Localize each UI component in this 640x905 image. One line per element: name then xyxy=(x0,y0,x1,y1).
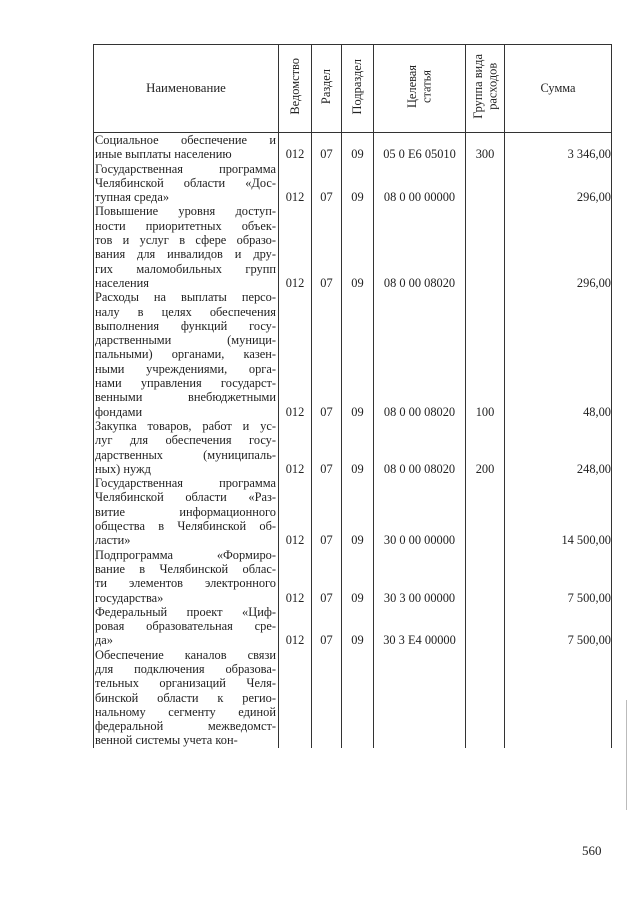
row-target-article: 30 0 00 00000 xyxy=(374,476,466,547)
row-name xyxy=(94,476,279,547)
row-expense-group: 200 xyxy=(466,419,505,476)
row-razdel xyxy=(312,648,342,748)
row-expense-group: 100 xyxy=(466,290,505,419)
row-expense-group xyxy=(466,204,505,290)
row-name-line: ти элементов электронного xyxy=(95,576,276,591)
row-name xyxy=(94,605,279,648)
page-number: 560 xyxy=(582,843,602,858)
row-name-line: населения xyxy=(95,275,149,290)
row-name-line: ласти» xyxy=(95,533,131,548)
row-expense-group xyxy=(466,648,505,748)
row-name-line: нами управления государст- xyxy=(95,376,276,391)
row-vedomstvo: 012 xyxy=(279,476,312,547)
header-name: Наименование xyxy=(94,45,279,133)
row-name-line: вания для инвалидов и дру- xyxy=(95,247,276,262)
row-sum: 48,00 xyxy=(505,290,612,419)
row-razdel: 07 xyxy=(312,133,342,162)
row-target-article: 30 3 00 00000 xyxy=(374,548,466,605)
row-podrazdel: 09 xyxy=(342,419,374,476)
table-row xyxy=(94,648,612,748)
row-sum: 14 500,00 xyxy=(505,476,612,547)
row-name-line: тов и услуг в сфере образо- xyxy=(95,233,276,248)
table-row xyxy=(94,548,612,605)
row-name-line: дарственными (муници- xyxy=(95,333,276,348)
table-row xyxy=(94,162,612,205)
row-name-line: тельных организаций Челя- xyxy=(95,676,276,691)
row-name xyxy=(94,419,279,476)
table-row xyxy=(94,290,612,419)
row-sum: 248,00 xyxy=(505,419,612,476)
row-expense-group xyxy=(466,162,505,205)
row-target-article: 05 0 E6 05010 xyxy=(374,133,466,162)
row-razdel: 07 xyxy=(312,548,342,605)
row-razdel: 07 xyxy=(312,476,342,547)
row-name-line: Государственная программа xyxy=(95,476,276,491)
row-vedomstvo: 012 xyxy=(279,290,312,419)
row-name-line: витие информационного xyxy=(95,504,276,519)
row-target-article: 30 3 E4 00000 xyxy=(374,605,466,648)
row-name-line: Государственная программа xyxy=(95,161,276,176)
row-razdel: 07 xyxy=(312,290,342,419)
row-razdel: 07 xyxy=(312,419,342,476)
row-sum: 7 500,00 xyxy=(505,548,612,605)
row-name-line: тупная среда» xyxy=(95,190,170,205)
row-name-line: ных) нужд xyxy=(95,461,151,476)
row-name-line: Закупка товаров, работ и ус- xyxy=(95,418,276,433)
table-row xyxy=(94,204,612,290)
header-expense-group: Группа вида расходов xyxy=(466,45,505,133)
row-name-line: венными внебюджетными xyxy=(95,390,276,405)
row-name-line: фондами xyxy=(95,404,143,419)
row-name-line: ности приоритетных объек- xyxy=(95,218,276,233)
header-sum: Сумма xyxy=(505,45,612,133)
row-name-line: налу в целях обеспечения xyxy=(95,304,276,319)
row-vedomstvo: 012 xyxy=(279,133,312,162)
row-name xyxy=(94,133,279,162)
row-expense-group: 300 xyxy=(466,133,505,162)
row-name xyxy=(94,204,279,290)
scan-edge-line xyxy=(626,700,627,810)
row-name-line: Расходы на выплаты персо- xyxy=(95,290,276,305)
budget-table xyxy=(93,44,612,748)
row-podrazdel: 09 xyxy=(342,133,374,162)
row-name xyxy=(94,548,279,605)
row-name-line: Федеральный проект «Циф- xyxy=(95,604,276,619)
row-name-line: общества в Челябинской об- xyxy=(95,519,276,534)
row-vedomstvo: 012 xyxy=(279,204,312,290)
row-podrazdel: 09 xyxy=(342,548,374,605)
table-header xyxy=(94,45,612,133)
row-name-line: Повышение уровня доступ- xyxy=(95,204,276,219)
row-name-line: Социальное обеспечение и xyxy=(95,133,276,147)
row-name-line: Челябинской области «Раз- xyxy=(95,490,276,505)
header-razdel: Раздел xyxy=(312,45,342,133)
row-target-article: 08 0 00 08020 xyxy=(374,419,466,476)
row-name-line: вание в Челябинской облас- xyxy=(95,561,276,576)
header-vedomstvo: Ведомство xyxy=(279,45,312,133)
row-name-line: государства» xyxy=(95,590,164,605)
row-name-line: пальными) органами, казен- xyxy=(95,347,276,362)
row-name-line: выполнения функций госу- xyxy=(95,318,276,333)
row-name xyxy=(94,648,279,748)
row-name-line: гих маломобильных групп xyxy=(95,261,276,276)
table-row xyxy=(94,419,612,476)
table-body xyxy=(94,133,612,748)
row-vedomstvo: 012 xyxy=(279,162,312,205)
row-expense-group xyxy=(466,476,505,547)
row-sum xyxy=(505,648,612,748)
row-vedomstvo: 012 xyxy=(279,548,312,605)
row-target-article xyxy=(374,648,466,748)
row-podrazdel: 09 xyxy=(342,476,374,547)
row-name-line: венной системы учета кон- xyxy=(95,733,238,748)
row-name-line: Челябинской области «Дос- xyxy=(95,175,276,190)
row-podrazdel xyxy=(342,648,374,748)
row-expense-group xyxy=(466,548,505,605)
row-target-article: 08 0 00 00000 xyxy=(374,162,466,205)
row-name xyxy=(94,290,279,419)
row-razdel: 07 xyxy=(312,162,342,205)
row-vedomstvo: 012 xyxy=(279,419,312,476)
row-target-article: 08 0 00 08020 xyxy=(374,290,466,419)
row-name-line: ровая образовательная сре- xyxy=(95,619,276,634)
row-name-line: луг для обеспечения госу- xyxy=(95,433,276,448)
row-name-line: нальному сегменту единой xyxy=(95,704,276,719)
table-row xyxy=(94,605,612,648)
row-sum: 296,00 xyxy=(505,162,612,205)
row-vedomstvo: 012 xyxy=(279,605,312,648)
row-name-line: дарственных (муниципаль- xyxy=(95,447,276,462)
row-expense-group xyxy=(466,605,505,648)
row-razdel: 07 xyxy=(312,605,342,648)
header-target-article: Целевая статья xyxy=(374,45,466,133)
row-name-line: для подключения образова- xyxy=(95,661,276,676)
row-name-line: да» xyxy=(95,633,113,648)
row-podrazdel: 09 xyxy=(342,162,374,205)
header-podrazdel: Подраздел xyxy=(342,45,374,133)
row-name-line: федеральной межведомст- xyxy=(95,719,276,734)
row-name xyxy=(94,162,279,205)
row-podrazdel: 09 xyxy=(342,204,374,290)
row-sum: 296,00 xyxy=(505,204,612,290)
row-name-line: бинской области к регио- xyxy=(95,690,276,705)
row-sum: 7 500,00 xyxy=(505,605,612,648)
table-row xyxy=(94,476,612,547)
row-name-line: ными учреждениями, орга- xyxy=(95,361,276,376)
row-target-article: 08 0 00 08020 xyxy=(374,204,466,290)
row-vedomstvo xyxy=(279,648,312,748)
row-sum: 3 346,00 xyxy=(505,133,612,162)
row-podrazdel: 09 xyxy=(342,605,374,648)
row-name-line: Подпрограмма «Формиро- xyxy=(95,547,276,562)
table-row xyxy=(94,133,612,162)
row-podrazdel: 09 xyxy=(342,290,374,419)
row-name-line: иные выплаты населению xyxy=(95,147,232,162)
row-name-line: Обеспечение каналов связи xyxy=(95,647,276,662)
row-razdel: 07 xyxy=(312,204,342,290)
